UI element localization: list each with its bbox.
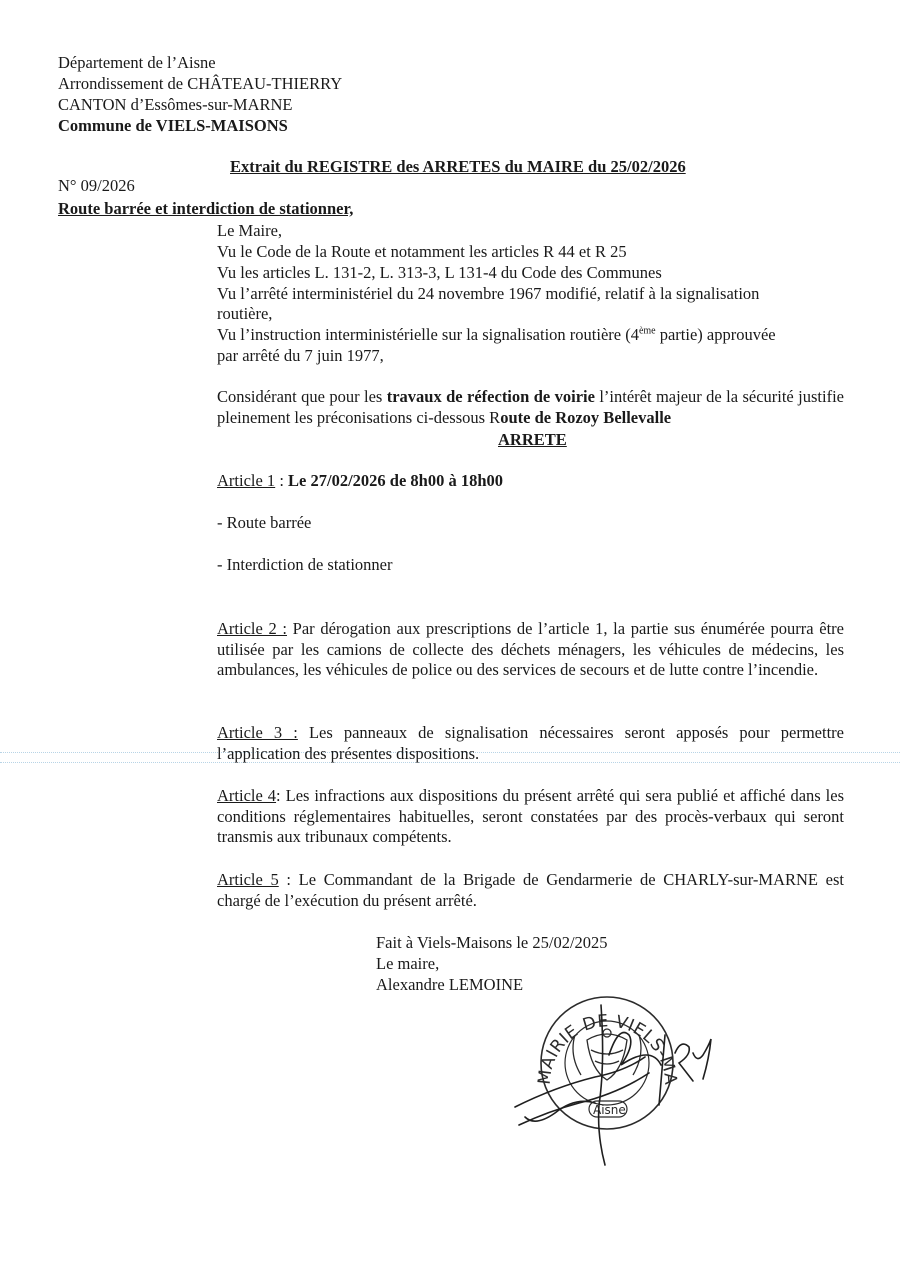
arrete-subject: Route barrée et interdiction de stationner, [58,199,354,218]
article-5-label: Article 5 [217,870,279,889]
preamble-vu-articles: Vu les articles L. 131-2, L. 313-3, L 131-4 du Code des Communes [217,263,662,282]
considerant-travaux: travaux de réfection de voirie [386,387,595,406]
article-1-interdiction: - Interdiction de stationner [217,555,393,574]
stamp-bottom-text: Aisne [593,1103,626,1117]
vu4-superscript: ème [638,325,656,337]
article-1-sep: : [275,471,289,490]
article-5-text: : Le Commandant de la Brigade de Gendarmerie de CHARLY-sur-MARNE est chargé de l’exécution du présent arrêté. [217,870,845,910]
vu4-text-post: partie) approuvée [655,325,776,344]
preamble-vu-instruction-cont: par arrêté du 7 juin 1977, [217,346,384,365]
article-3-label: Article 3 : [217,723,298,742]
article-1-route-barree: - Route barrée [217,513,312,532]
preamble-vu-arrete-1967-cont: routière, [217,304,273,323]
considerant-mid: l’intérêt majeur de la sécurité justifie pleinement les préconisations ci-dessous R [217,387,844,427]
arrete-heading: ARRETE [498,430,567,449]
preamble-vu-code-route: Vu le Code de la Route et notamment les articles R 44 et R 25 [217,242,627,261]
article-2 [217,619,844,681]
article-3-text: Les panneaux de signalisation nécessaires seront apposés pour permettre l’application des présentes dispositions. [217,723,844,763]
considerant-route: oute de Rozoy Bellevalle [500,407,672,427]
article-3 [217,723,844,764]
preamble-vu-arrete-1967: Vu l’arrêté interministériel du 24 novembre 1967 modifié, relatif à la signalisation [217,284,760,303]
considerant-paragraph [217,387,844,428]
stamp-ring-text: MAIRIE DE VIELS-MA [534,1011,681,1086]
article-1-date: Le 27/02/2026 de 8h00 à 18h00 [288,471,504,490]
article-1-label: Article 1 [217,471,276,490]
article-5 [217,870,844,911]
register-title: Extrait du REGISTRE des ARRETES du MAIRE du 25/02/2026 [230,157,686,176]
article-4-label: Article 4 [217,786,277,805]
article-4-text: : Les infractions aux dispositions du présent arrêté qui sera publié et affiché dans les conditions réglementaires habituelles, seront constatées par des procès-verbaux qui seront transmis aux tribunaux compétents. [217,786,844,846]
header-commune: Commune de VIELS-MAISONS [58,116,288,135]
signature-place-date: Fait à Viels-Maisons le 25/02/2025 [376,933,608,952]
preamble-vu-instruction [217,325,776,345]
official-stamp-and-signature [505,995,735,1170]
preamble-maire: Le Maire, [217,221,283,240]
vu4-text-pre: Vu l’instruction interministérielle sur la signalisation routière (4 [217,325,639,344]
signature-title: Le maire, [376,954,440,973]
signature-name: Alexandre LEMOINE [376,975,524,994]
arrete-number: N° 09/2026 [58,176,135,195]
svg-text:MAIRIE DE VIELS-MAISONS [505,995,680,1086]
header-department: Département de l’Aisne [58,53,216,72]
article-1 [217,471,503,491]
article-4 [217,786,844,848]
mairie-stamp-seal [505,995,735,1170]
header-arrondissement: Arrondissement de CHÂTEAU-THIERRY [58,74,343,93]
considerant-pre: Considérant que pour les [217,387,387,406]
header-canton: CANTON d’Essômes-sur-MARNE [58,95,293,114]
article-2-text: Par dérogation aux prescriptions de l’article 1, la partie sus énumérée pourra être utilisée par les camions de collecte des déchets ménagers, les véhicules de médecins, les ambulances, les véhicules de police ou des services de secours et de lutte contre l’incendie. [217,619,844,679]
article-2-label: Article 2 : [217,619,287,638]
